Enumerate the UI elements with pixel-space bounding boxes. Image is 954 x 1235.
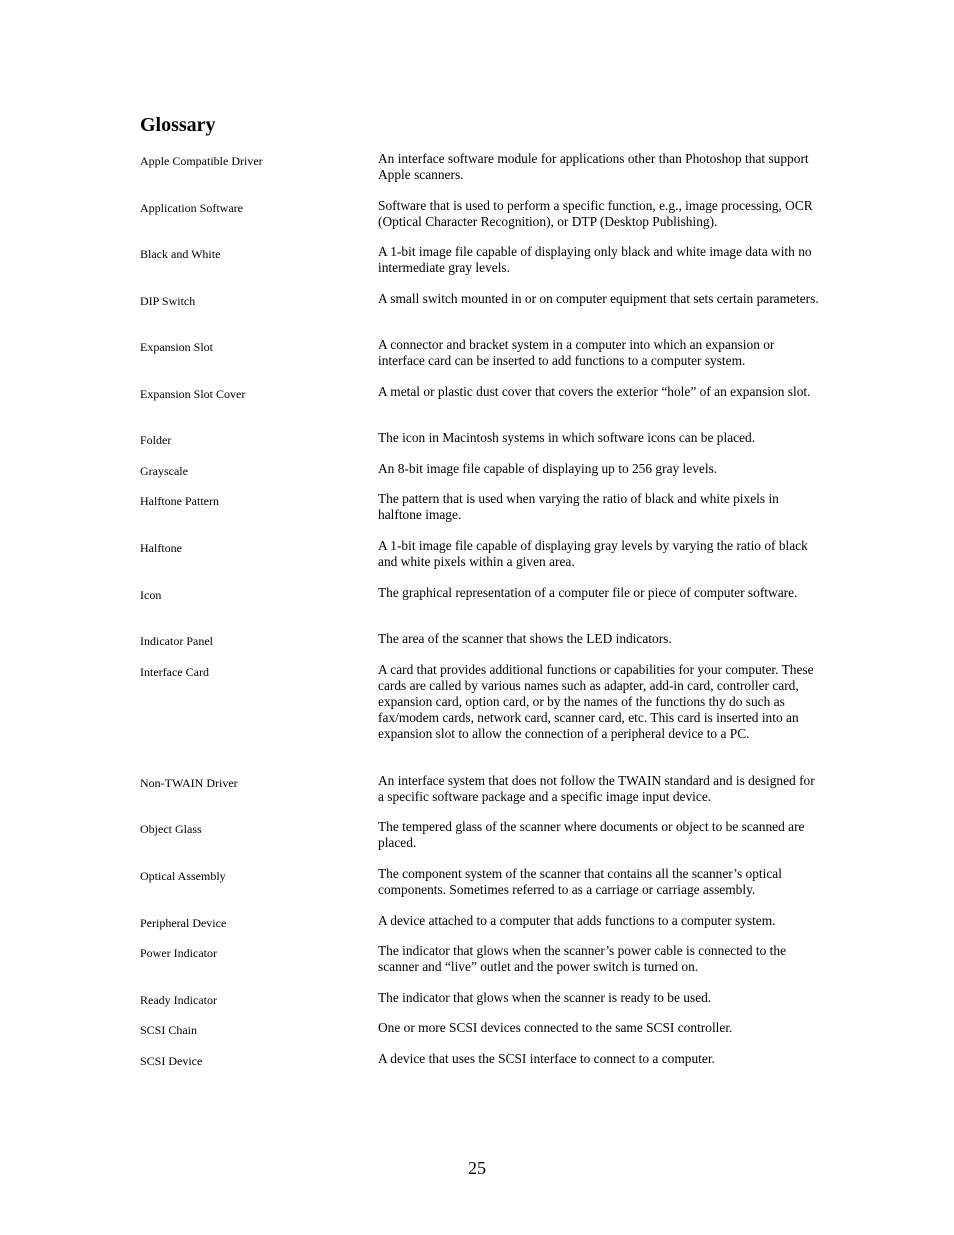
glossary-term: Grayscale	[140, 464, 188, 478]
page-number: 25	[468, 1158, 486, 1178]
glossary-definition: A device attached to a computer that adds functions to a computer system.	[378, 913, 776, 928]
glossary-term: Indicator Panel	[140, 634, 213, 648]
glossary-term: Ready Indicator	[140, 993, 217, 1007]
glossary-definition: An interface system that does not follow the TWAIN standard and is designed for a specific software package and a specific image input device.	[378, 773, 815, 804]
glossary-definition: A small switch mounted in or on computer equipment that sets certain parameters.	[378, 291, 819, 306]
glossary-term: Non-TWAIN Driver	[140, 776, 238, 790]
glossary-term: Icon	[140, 588, 162, 602]
glossary-definition: The tempered glass of the scanner where documents or object to be scanned are placed.	[378, 819, 805, 850]
glossary-term: Apple Compatible Driver	[140, 154, 263, 168]
glossary-term: Interface Card	[140, 665, 209, 679]
glossary-definition: An interface software module for applications other than Photoshop that support Apple scanners.	[378, 151, 809, 182]
glossary-definition: The icon in Macintosh systems in which software icons can be placed.	[378, 430, 756, 445]
glossary-term: SCSI Chain	[140, 1023, 198, 1037]
glossary-definition: A 1-bit image file capable of displaying gray levels by varying the ratio of black and white pixels within a given area.	[378, 538, 808, 569]
glossary-term: Optical Assembly	[140, 869, 226, 883]
glossary-term: Expansion Slot	[140, 340, 214, 354]
glossary-term: Expansion Slot Cover	[140, 387, 246, 401]
glossary-term: DIP Switch	[140, 294, 196, 308]
glossary-term: Halftone	[140, 541, 182, 555]
glossary-definition: The indicator that glows when the scanner is ready to be used.	[378, 990, 712, 1005]
glossary-definition: A device that uses the SCSI interface to connect to a computer.	[378, 1051, 715, 1066]
glossary-term: Object Glass	[140, 822, 202, 836]
glossary-definition: A card that provides additional functions or capabilities for your computer. These cards are called by various names such as adapter, add-in card, controller card, expansion card, option card, or by the names of the functions thy do such as fax/modem cards, network card, scanner card, etc. This card is inserted into an expansion slot to allow the connection of a peripheral device to a PC.	[378, 662, 814, 741]
glossary-definition: A connector and bracket system in a computer into which an expansion or interface card can be inserted to add functions to a computer system.	[378, 337, 775, 368]
glossary-definition: The pattern that is used when varying the ratio of black and white pixels in halftone image.	[378, 491, 779, 522]
glossary-term: Halftone Pattern	[140, 494, 219, 508]
glossary-definition: The component system of the scanner that contains all the scanner’s optical components. Sometimes referred to as a carriage or carriage assembly.	[378, 866, 782, 897]
glossary-term: Power Indicator	[140, 946, 217, 960]
glossary-definition: A metal or plastic dust cover that covers the exterior “hole” of an expansion slot.	[378, 384, 811, 399]
glossary-term: Application Software	[140, 201, 243, 215]
glossary-definition: The graphical representation of a computer file or piece of computer software.	[378, 585, 798, 600]
glossary-term: Black and White	[140, 247, 221, 261]
glossary-definition: Software that is used to perform a specific function, e.g., image processing, OCR (Optical Character Recognition), or DTP (Desktop Publishing).	[378, 198, 813, 229]
glossary-definition: The indicator that glows when the scanner’s power cable is connected to the scanner and “live” outlet and the power switch is turned on.	[378, 943, 787, 974]
glossary-definition: One or more SCSI devices connected to the same SCSI controller.	[378, 1020, 733, 1035]
page-title: Glossary	[140, 114, 216, 136]
glossary-definition: A 1-bit image file capable of displaying only black and white image data with no intermediate gray levels.	[378, 244, 812, 275]
glossary-definition: An 8-bit image file capable of displaying up to 256 gray levels.	[378, 461, 718, 476]
glossary-term: Folder	[140, 433, 172, 447]
glossary-definition: The area of the scanner that shows the LED indicators.	[378, 631, 672, 646]
glossary-term: Peripheral Device	[140, 916, 227, 930]
glossary-term: SCSI Device	[140, 1054, 203, 1068]
